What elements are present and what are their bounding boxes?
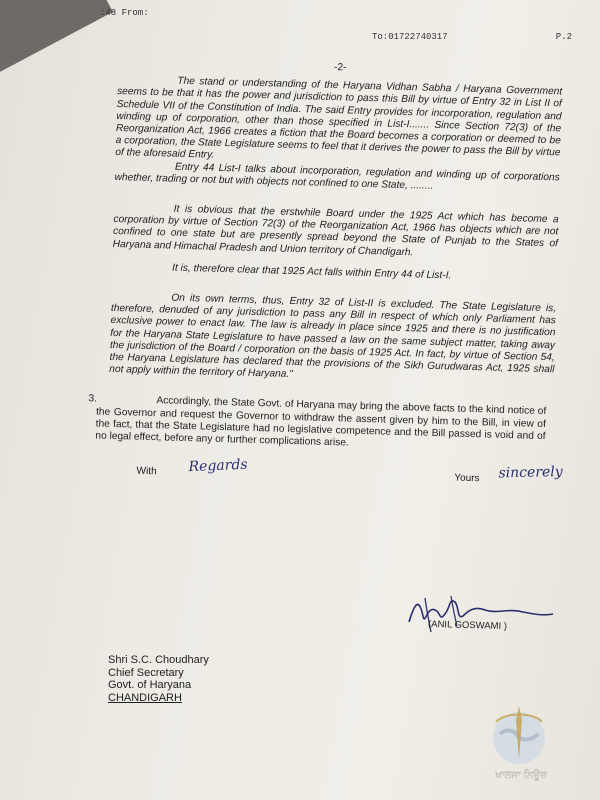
khalsa-news-logo-icon [478,700,560,772]
address-line-1: Shri S.C. Choudhary [108,654,209,666]
regards-handwritten: Regards [188,457,248,476]
fax-from-line: :48 From: [100,8,149,18]
address-line-4: CHANDIGARH [108,691,182,704]
page-fold [0,0,113,78]
address-line-3: Govt. of Haryana [108,679,192,692]
quote-paragraph-5: On its own terms, thus, Entry 32 of List-II is excluded. The State Legislature is, therefore, denuded of any jurisdiction to pass any Bill in respect of which only Parliament has exclusive power to enact law. The law is already in place since 1925 and there is no justification for the Haryana State Legislature to have passed a law on the same subject matter, taking away the jurisdiction of the Board / corporation on the basis of 1925 Act. In fact, by virtue of Section 54, the Haryana Legislature has declared that the provisions of the Sikh Gurudwaras Act, 1925 shall not apply within the territory of Haryana." [109,292,557,381]
quote-paragraph-4: It is, therefore clear that 1925 Act falls within Entry 44 of List-I. [171,262,452,282]
quote-paragraph-1 [115,74,562,172]
yours-text: Yours [454,472,480,485]
fax-header [100,8,580,42]
fax-to-line: To:01722740317 [372,32,448,42]
page-number: -2- [333,62,347,74]
paragraph-3-text: Accordingly, the State Govt. of Haryana may bring the above facts to the kind notice of the Governor and request the Governor to withdraw the assent given by him to the Bill, in view of the fact, that the State Legislature had no legislative competence and the Bill passed is void and of no legal effect, before any or further complications arise. [95,395,547,449]
signatory-name: (ANIL GOSWAMI ) [427,618,508,633]
quote-paragraph-1-text: The stand or understanding of the Haryana Vidhan Sabha / Haryana Government seems to be that it has the power and jurisdiction to pass this Bill by virtue of Entry 32 in List II of Schedule VII of the Constitution of India. The said Entry provides for incorporation, regulation and winding up of corporation, other than those specified in List-I....... Since Section 72(3) of the Reorganization Act, 1966 creates a fiction that the Board becomes a corporation or deemed to be a corporation, the State Legislature seems to feel that it derives the power to pass the Bill by virtue of the aforesaid Entry. [115,75,563,162]
with-text: With [136,465,157,478]
letter-body [88,56,563,498]
fax-page-number: P.2 [555,32,572,42]
quote-paragraph-2-text: Entry 44 List-I talks about incorporation, regulation and winding up of corporations whether, trading or not but with objects not confined to one State, ........ [114,161,560,192]
sincerely-handwritten: sincerely [498,464,563,482]
paragraph-number: 3. [88,393,98,406]
address-line-2: Chief Secretary [108,666,184,679]
watermark-text: ਖ਼ਾਲਸਾ ਨਿਊਜ਼ [495,770,547,781]
quote-paragraph-3: It is obvious that the erstwhile Board under the 1925 Act which has become a corporation by virtue of Section 72(3) of the Reorganization Act, 1966 has objects which are not confined to one state but are presently spread beyond the State of Punjab to the States of Haryana and Himachal Pradesh and Union territory of Chandigarh. [112,203,559,258]
closing-line [136,457,563,498]
recipient-address [108,654,209,704]
